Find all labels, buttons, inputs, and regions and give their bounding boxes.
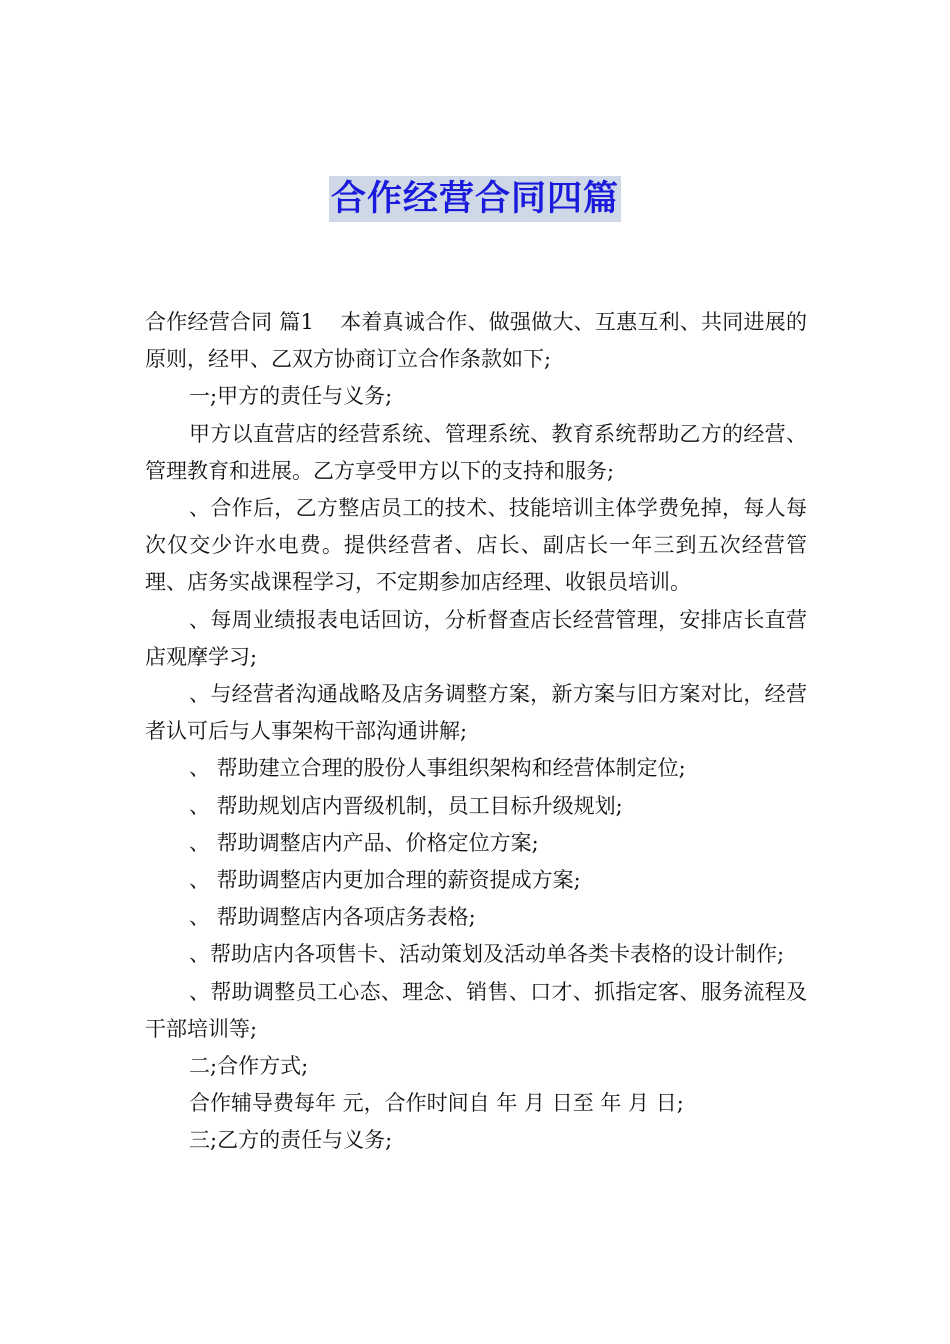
paragraph: 甲方以直营店的经营系统、管理系统、教育系统帮助乙方的经营、管理教育和进展。乙方享受甲方以下的支持和服务;: [145, 421, 807, 483]
paragraph: 二;合作方式;: [189, 1054, 309, 1079]
paragraph: 一;甲方的责任与义务;: [189, 384, 393, 409]
paragraph: 、 帮助调整店内更加合理的薪资提成方案;: [189, 868, 581, 893]
paragraph: 三;乙方的责任与义务;: [189, 1128, 393, 1153]
paragraph: 、合作后，乙方整店员工的技术、技能培训主体学费免掉，每人每次仅交少许水电费。提供经营者、店长、副店长一年三到五次经营管理、店务实战课程学习，不定期参加店经理、收银员培训。: [145, 496, 807, 595]
paragraph: 、 帮助规划店内晋级机制，员工目标升级规划;: [189, 793, 623, 818]
intro-paragraph: [145, 304, 807, 378]
title-block: [0, 176, 950, 222]
paragraph: 、每周业绩报表电话回访，分析督查店长经营管理，安排店长直营店观摩学习;: [145, 607, 807, 669]
paragraph: 、 帮助调整店内各项店务表格;: [189, 905, 476, 930]
paragraph: 、 帮助建立合理的股份人事组织架构和经营体制定位;: [189, 756, 686, 781]
intro-text: 本着真诚合作、做强做大、互惠互利、共同进展的原则，经甲、乙双方协商订立合作条款如下;: [145, 310, 807, 372]
document-body: [145, 304, 807, 1160]
paragraph: 、帮助店内各项售卡、活动策划及活动单各类卡表格的设计制作;: [189, 942, 785, 967]
paragraph: 、与经营者沟通战略及店务调整方案，新方案与旧方案对比，经营者认可后与人事架构干部沟通讲解;: [145, 682, 807, 744]
paragraph: 、帮助调整员工心态、理念、销售、口才、抓指定客、服务流程及干部培训等;: [145, 979, 807, 1041]
document-title: 合作经营合同四篇: [329, 176, 621, 222]
paragraph: 合作辅导费每年 元，合作时间自 年 月 日至 年 月 日;: [189, 1091, 684, 1116]
paragraph: 、 帮助调整店内产品、价格定位方案;: [189, 830, 539, 855]
section-heading: 合作经营合同 篇1: [145, 310, 314, 334]
